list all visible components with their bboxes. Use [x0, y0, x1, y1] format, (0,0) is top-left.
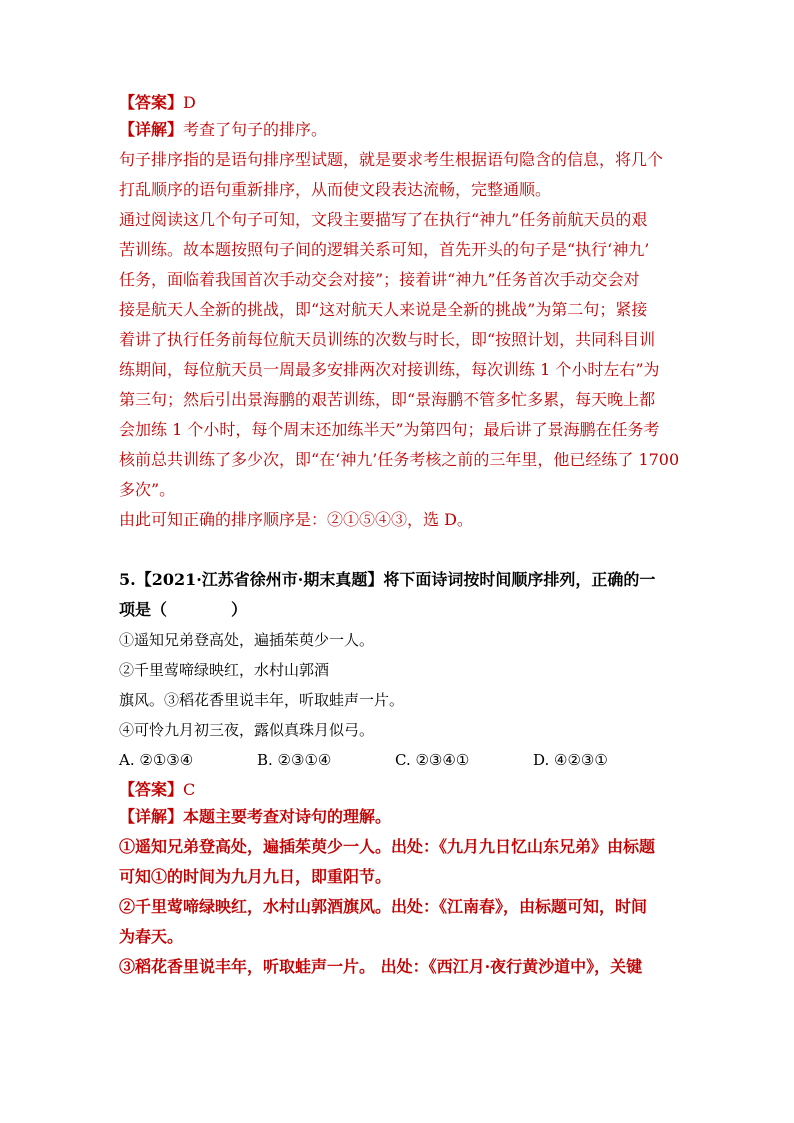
- detail-text: 为春天。: [119, 927, 184, 946]
- question-title: 5.【2021·江苏省徐州市·期末真题】将下面诗词按时间顺序排列，正确的一: [119, 570, 656, 589]
- detail-text: 苦训练。故本题按照句子间的逻辑关系可知，首先开头的句子是“执行‘神九’: [119, 240, 650, 259]
- option-b: B. ②③①④: [257, 751, 332, 769]
- section-gap: [119, 540, 679, 570]
- detail-tag: 【详解】: [119, 120, 184, 139]
- answer-line-1: [119, 93, 679, 113]
- question-title-cont: 项是（ ）: [119, 600, 248, 619]
- poem-item: ①遥知兄弟登高处，遍插茱萸少一人。: [119, 631, 375, 649]
- answer-tag: 【答案】: [119, 780, 184, 799]
- detail-text: 着讲了执行任务前每位航天员训练的次数与时长，即“按照计划，共同科目训: [119, 330, 656, 349]
- option-d: D. ④②③①: [533, 751, 608, 769]
- answer-options: [119, 750, 679, 770]
- answer-line-2: [119, 780, 679, 800]
- poem-item: ②千里莺啼绿映红，水村山郭酒: [119, 661, 330, 679]
- detail-text: 核前总共训练了多少次，即“在‘神九’任务考核之前的三年里，他已经练了 1700: [119, 450, 680, 469]
- poem-item: 旗风。③稻花香里说丰年，听取蛙声一片。: [119, 691, 405, 709]
- conclusion-text: 由此可知正确的排序顺序是：②①⑤④③，选 D。: [119, 510, 473, 529]
- answer-tag: 【答案】: [119, 93, 184, 112]
- detail-text: 会加练 1 个小时，每个周末还加练半天”为第四句；最后讲了景海鹏在任务考: [119, 420, 660, 439]
- option-c: C. ②③④①: [395, 751, 470, 769]
- detail-text: 多次”。: [119, 480, 176, 499]
- detail-intro: 本题主要考查对诗句的理解。: [183, 807, 392, 826]
- detail-tag: 【详解】: [119, 807, 184, 826]
- answer-value: C: [183, 780, 196, 799]
- detail-text: 练期间，每位航天员一周最多安排两次对接训练，每次训练 1 个小时左右”为: [119, 360, 660, 379]
- detail-text: 可知①的时间为九月九日，即重阳节。: [119, 867, 392, 886]
- answer-value: D: [183, 93, 196, 112]
- detail-text: 通过阅读这几个句子可知，文段主要描写了在执行“神九”任务前航天员的艰: [119, 210, 648, 229]
- document-page: [119, 93, 679, 987]
- detail-text: 接是航天人全新的挑战，即“这对航天人来说是全新的挑战”为第二句；紧接: [119, 300, 648, 319]
- detail-text: 句子排序指的是语句排序型试题，就是要求考生根据语句隐含的信息，将几个: [119, 150, 664, 169]
- detail-text: 第三句；然后引出景海鹏的艰苦训练，即“景海鹏不管多忙多累，每天晚上都: [119, 390, 656, 409]
- detail-line-1: [119, 120, 679, 140]
- detail-text: ②千里莺啼绿映红，水村山郭酒旗风。出处：《江南春》，由标题可知，时间: [119, 897, 648, 916]
- detail-text: 任务，面临着我国首次手动交会对接”；接着讲“神九”任务首次手动交会对: [119, 270, 640, 289]
- detail-text: ③稻花香里说丰年，听取蛙声一片。 出处：《西江月·夜行黄沙道中》，关键: [119, 957, 643, 976]
- poem-item: ④可怜九月初三夜，露似真珠月似弓。: [119, 721, 375, 739]
- detail-text: 打乱顺序的语句重新排序，从而使文段表达流畅，完整通顺。: [119, 180, 552, 199]
- detail-line-2: [119, 807, 679, 827]
- detail-text: ①遥知兄弟登高处，遍插茱萸少一人。出处：《九月九日忆山东兄弟》由标题: [119, 837, 656, 856]
- option-a: A. ②①③④: [119, 751, 194, 769]
- detail-intro: 考查了句子的排序。: [183, 120, 328, 139]
